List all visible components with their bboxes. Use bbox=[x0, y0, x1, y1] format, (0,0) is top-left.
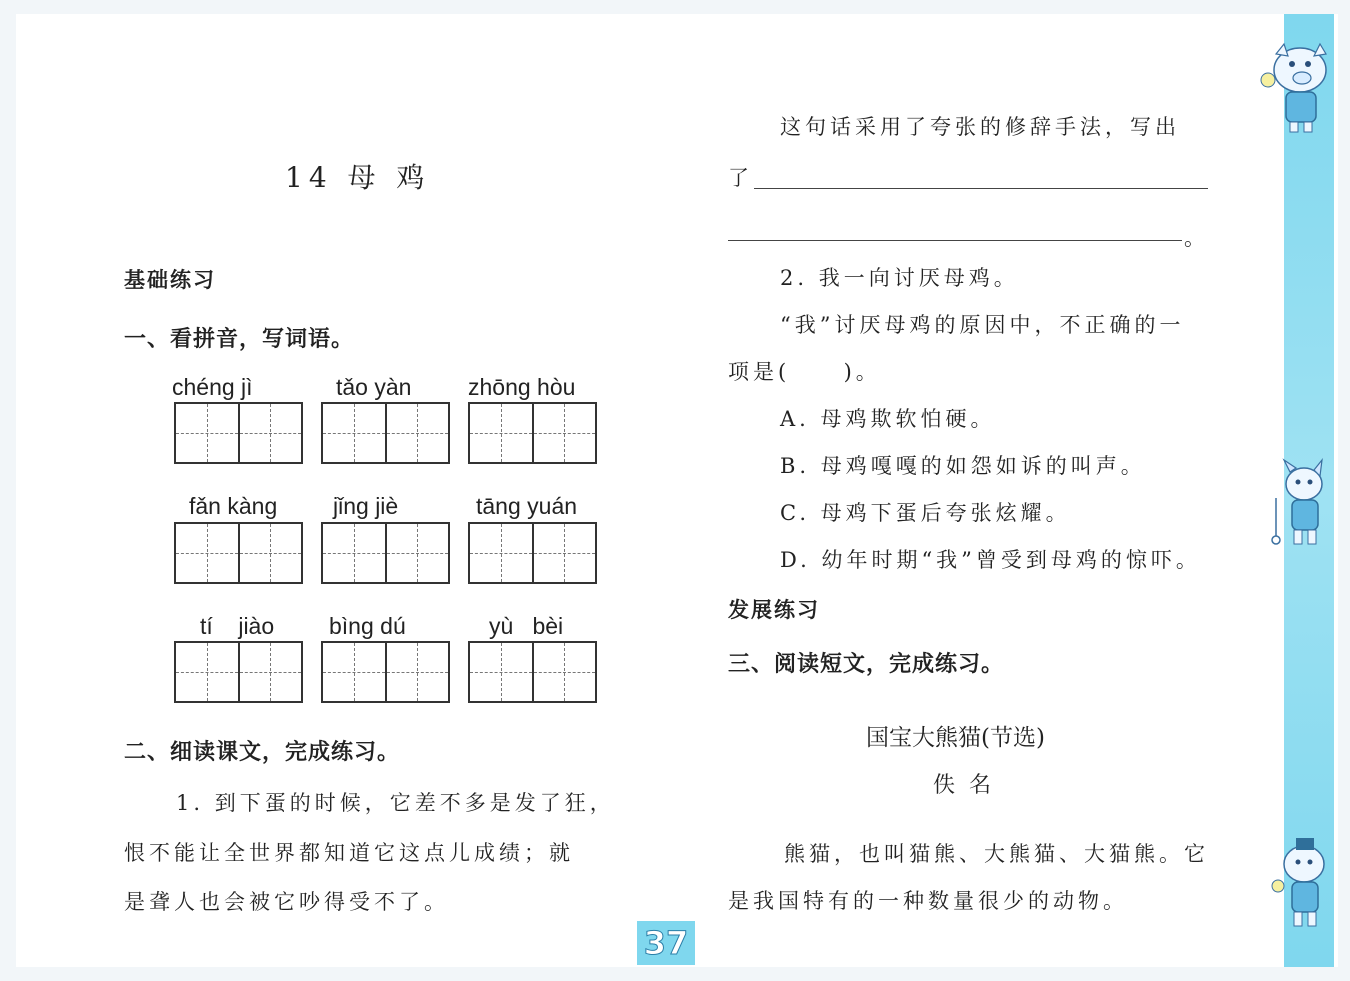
writing-grid[interactable] bbox=[321, 522, 450, 584]
writing-grid[interactable] bbox=[468, 522, 597, 584]
answer-prompt-prefix: 了 bbox=[728, 166, 753, 190]
writing-grid[interactable] bbox=[468, 402, 597, 464]
option-a[interactable]: A. 母鸡欺软怕硬。 bbox=[780, 407, 996, 431]
question-text: 项是( )。 bbox=[728, 360, 881, 384]
passage-line: 恨不能让全世界都知道它这点儿成绩；就 bbox=[124, 841, 574, 865]
writing-grid[interactable] bbox=[321, 641, 450, 703]
page-number: 37 bbox=[637, 921, 695, 965]
option-c[interactable]: C. 母鸡下蛋后夸张炫耀。 bbox=[780, 501, 1071, 525]
writing-grid[interactable] bbox=[174, 522, 303, 584]
answer-blank[interactable] bbox=[754, 188, 1208, 189]
pinyin-label: jǐng jiè bbox=[333, 493, 399, 519]
question-1: 一、看拼音，写词语。 bbox=[124, 327, 355, 352]
mouse-mascot-icon bbox=[1262, 834, 1336, 934]
article-line: 是我国特有的一种数量很少的动物。 bbox=[728, 889, 1128, 913]
question-item-2: 2. 我一向讨厌母鸡。 bbox=[780, 266, 1019, 290]
question-2: 二、细读课文，完成练习。 bbox=[124, 740, 401, 765]
passage-line: 1. 到下蛋的时候，它差不多是发了狂， bbox=[176, 791, 615, 815]
answer-suffix: 。 bbox=[1184, 226, 1209, 250]
writing-grid[interactable] bbox=[174, 641, 303, 703]
article-author: 佚 名 bbox=[933, 773, 991, 798]
pinyin-label: tǎo yàn bbox=[336, 374, 412, 400]
pinyin-label: tí jiào bbox=[200, 613, 275, 639]
article-title: 国宝大熊猫(节选) bbox=[866, 725, 1045, 751]
pinyin-label: chéng jì bbox=[172, 374, 253, 400]
question-3: 三、阅读短文，完成练习。 bbox=[728, 652, 1005, 677]
article-line: 熊猫，也叫猫熊、大熊猫、大猫熊。它 bbox=[784, 842, 1209, 866]
answer-blank[interactable] bbox=[728, 240, 1182, 241]
workbook-page bbox=[16, 14, 1338, 967]
pig-mascot-icon bbox=[1254, 40, 1336, 136]
writing-grid[interactable] bbox=[174, 402, 303, 464]
lesson-title: 14 母 鸡 bbox=[285, 161, 431, 194]
pinyin-label: yù bèi bbox=[489, 613, 564, 639]
pinyin-label: fǎn kàng bbox=[189, 493, 278, 519]
pinyin-label: tāng yuán bbox=[476, 493, 578, 519]
writing-grid[interactable] bbox=[321, 402, 450, 464]
passage-line: 是聋人也会被它吵得受不了。 bbox=[124, 890, 449, 914]
pinyin-label: zhōng hòu bbox=[468, 374, 576, 400]
question-text: “我”讨厌母鸡的原因中，不正确的一 bbox=[780, 313, 1185, 337]
option-b[interactable]: B. 母鸡嘎嘎的如怨如诉的叫声。 bbox=[780, 454, 1146, 478]
writing-grid[interactable] bbox=[468, 641, 597, 703]
section-dev-heading: 发展练习 bbox=[728, 598, 820, 622]
option-d[interactable]: D. 幼年时期“我”曾受到母鸡的惊吓。 bbox=[780, 548, 1201, 572]
dog-mascot-icon bbox=[1264, 458, 1334, 554]
section-basic-heading: 基础练习 bbox=[124, 268, 216, 292]
pinyin-label: bìng dú bbox=[329, 613, 406, 639]
answer-prompt-line: 这句话采用了夸张的修辞手法，写出 bbox=[780, 115, 1180, 139]
